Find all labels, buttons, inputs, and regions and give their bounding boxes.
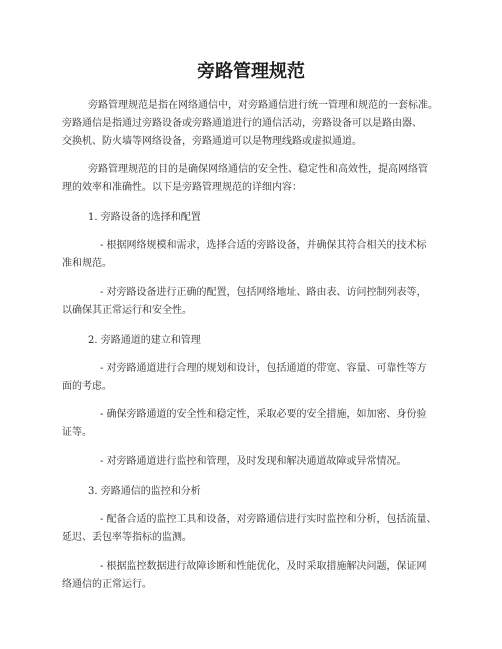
list-item-line: - 对旁路通道进行监控和管理，及时发现和解决通道故障或异常情况。 bbox=[100, 456, 407, 467]
paragraph-line: 交换机、防火墙等网络设备，旁路通道可以是物理线路或虚拟通道。 bbox=[62, 136, 362, 147]
section-heading: 3. 旁路通信的监控和分析 bbox=[88, 486, 201, 497]
list-item-line: - 根据网络规模和需求，选择合适的旁路设备，并确保其符合相关的技术标 bbox=[100, 240, 427, 251]
list-item-line: 延迟、丢包率等指标的监测。 bbox=[62, 532, 192, 543]
list-item-line: 面的考虑。 bbox=[62, 381, 112, 392]
section-heading: 1. 旁路设备的选择和配置 bbox=[88, 212, 201, 223]
paragraph-line: 旁路管理规范的目的是确保网络通信的安全性、稳定性和高效性，提高网络管 bbox=[88, 164, 428, 175]
list-item-line: - 根据监控数据进行故障诊断和性能优化，及时采取措施解决问题，保证网 bbox=[100, 561, 427, 572]
list-item-line: 准和规范。 bbox=[62, 258, 112, 269]
list-item-line: - 配备合适的监控工具和设备，对旁路通信进行实时监控和分析，包括流量、 bbox=[100, 514, 437, 525]
paragraph-line: 理的效率和准确性。以下是旁路管理规范的详细内容： bbox=[62, 182, 302, 193]
list-item-line: - 对旁路通道进行合理的规划和设计，包括通道的带宽、容量、可靠性等方 bbox=[100, 363, 427, 374]
list-item-line: 证等。 bbox=[62, 427, 92, 438]
list-item-line: 络通信的正常运行。 bbox=[62, 579, 152, 590]
paragraph-line: 旁路管理规范是指在网络通信中，对旁路通信进行统一管理和规范的一套标准。 bbox=[88, 100, 438, 111]
list-item-line: - 确保旁路通道的安全性和稳定性，采取必要的安全措施，如加密、身份验 bbox=[100, 409, 427, 420]
paragraph-line: 旁路通信是指通过旁路设备或旁路通道进行的通信活动，旁路设备可以是路由器、 bbox=[62, 118, 422, 129]
document-title: 旁路管理规范 bbox=[197, 61, 305, 82]
list-item-line: 以确保其正常运行和安全性。 bbox=[62, 305, 192, 316]
list-item-line: - 对旁路设备进行正确的配置，包括网络地址、路由表、访问控制列表等， bbox=[100, 287, 427, 298]
section-heading: 2. 旁路通道的建立和管理 bbox=[88, 335, 201, 346]
